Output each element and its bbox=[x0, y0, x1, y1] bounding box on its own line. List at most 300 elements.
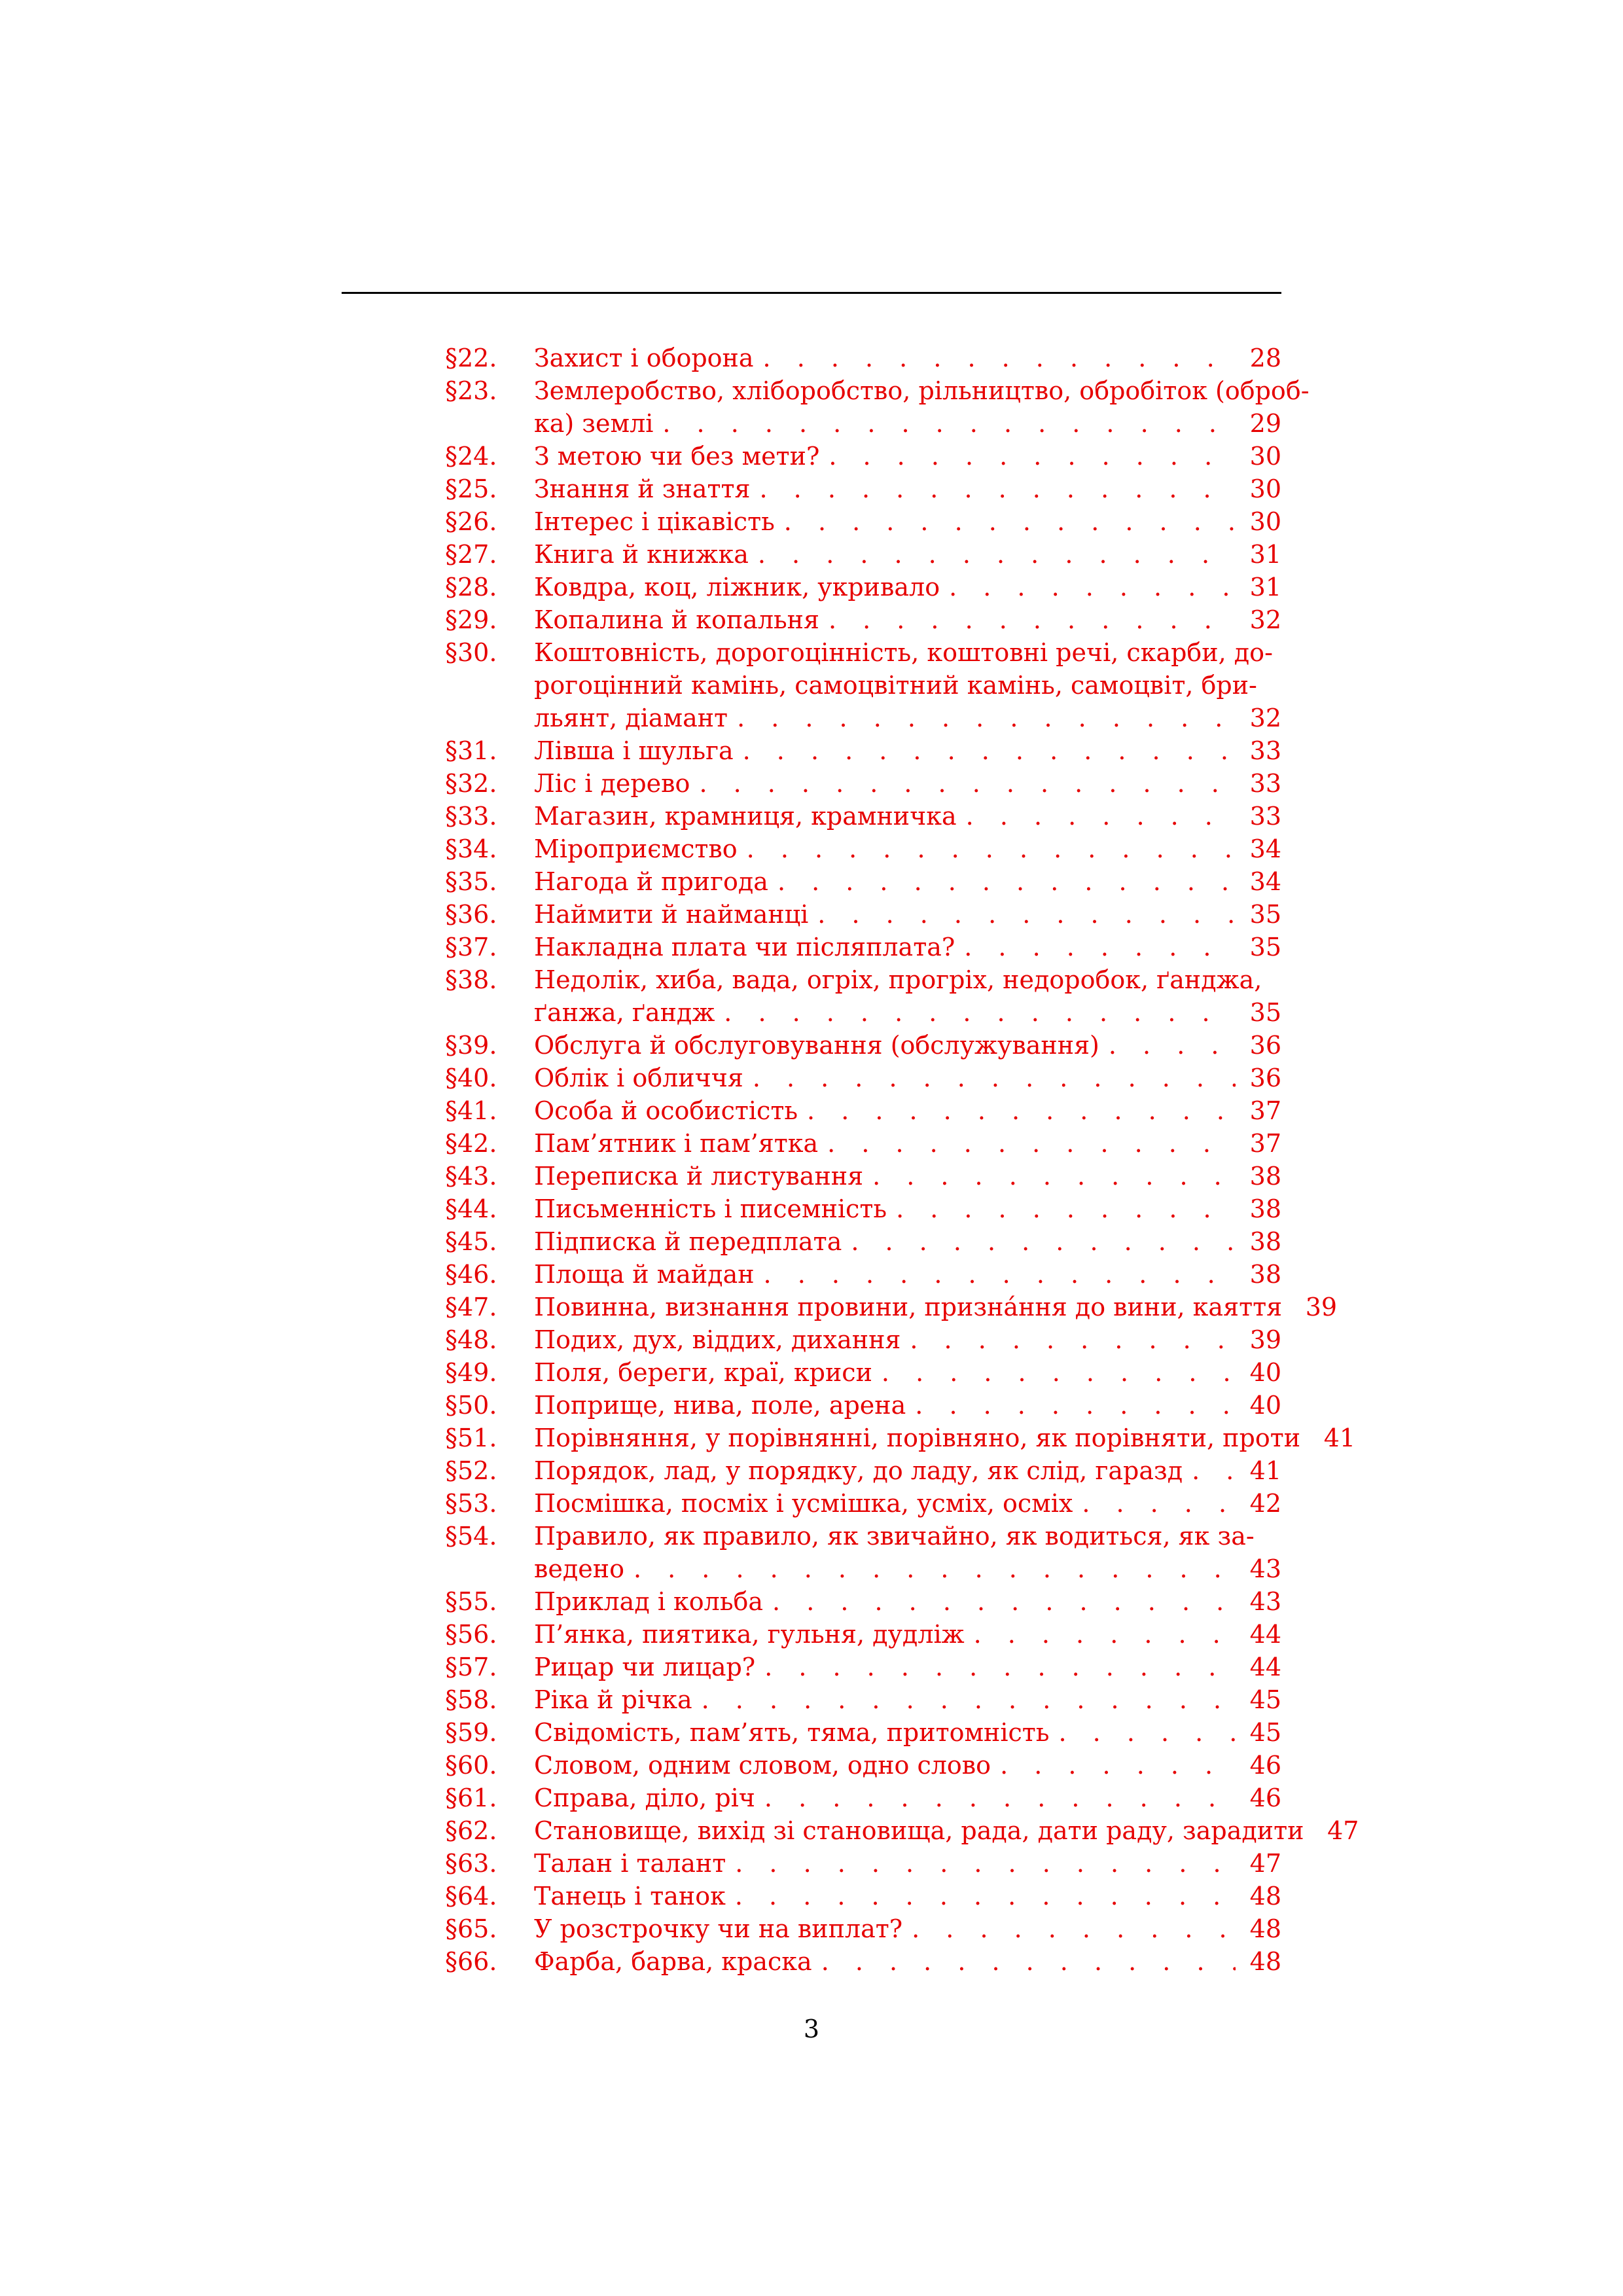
toc-entry-title[interactable]: Порівняння, у порівнянні, порівняно, як порівняти, проти bbox=[534, 1424, 1301, 1452]
toc-entry-title[interactable]: льянт, діамант bbox=[534, 704, 728, 732]
toc-entry[interactable] bbox=[445, 865, 1281, 898]
toc-entry-page[interactable]: 45 bbox=[1249, 1718, 1281, 1747]
toc-entry-text bbox=[534, 1945, 1281, 1978]
toc-entry[interactable] bbox=[445, 1945, 1281, 1978]
toc-entry-page[interactable]: 38 bbox=[1249, 1260, 1281, 1289]
toc-entry-title[interactable]: У розстрочку чи на виплат? bbox=[534, 1914, 903, 1943]
toc-entry-number: §56. bbox=[445, 1620, 497, 1649]
dot-leader bbox=[957, 800, 1236, 833]
toc-entry-text bbox=[534, 963, 1281, 1029]
dot-leader bbox=[901, 1323, 1236, 1356]
dot-leader bbox=[887, 1193, 1236, 1225]
toc-entry-page[interactable]: 33 bbox=[1249, 802, 1281, 831]
toc-entry-page[interactable]: 29 bbox=[1249, 409, 1281, 438]
toc-entry-line bbox=[534, 1651, 1281, 1683]
toc-entry-line bbox=[534, 1291, 1338, 1323]
toc-entry-line bbox=[534, 1847, 1281, 1880]
toc-entry-title[interactable]: Словом, одним словом, одно слово bbox=[534, 1751, 991, 1780]
toc-entry-text bbox=[534, 473, 1281, 505]
dot-leader bbox=[751, 473, 1236, 505]
toc-entry-line bbox=[534, 1782, 1281, 1814]
toc-entry-line bbox=[534, 996, 1281, 1029]
toc-entry-page[interactable]: 48 bbox=[1249, 1914, 1281, 1943]
dot-leader bbox=[743, 1062, 1236, 1094]
dot-leader bbox=[692, 1683, 1236, 1716]
toc-entry-text bbox=[534, 1618, 1281, 1651]
toc-entry[interactable] bbox=[445, 1029, 1281, 1062]
toc-entry[interactable] bbox=[445, 1193, 1281, 1225]
toc-entry-page[interactable]: 30 bbox=[1249, 507, 1281, 536]
dot-leader bbox=[1304, 1814, 1313, 1847]
dot-leader bbox=[1282, 1291, 1291, 1323]
toc-entry-text bbox=[534, 603, 1281, 636]
toc-entry-page[interactable]: 30 bbox=[1249, 442, 1281, 471]
toc-entry-title[interactable]: Ріка й річка bbox=[534, 1685, 692, 1714]
toc-entry-number: §36. bbox=[445, 900, 497, 929]
table-of-contents bbox=[445, 342, 1359, 1978]
toc-entry[interactable] bbox=[445, 1062, 1281, 1094]
toc-entry-page[interactable]: 37 bbox=[1249, 1096, 1281, 1125]
toc-entry[interactable] bbox=[445, 1782, 1281, 1814]
toc-entry-title[interactable]: Приклад і кольба bbox=[534, 1587, 764, 1616]
toc-entry-line bbox=[534, 1160, 1281, 1193]
toc-entry-title[interactable]: Наймити й найманці bbox=[534, 900, 809, 929]
toc-entry-title[interactable]: Становище, вихід зі становища, рада, дати раду, зарадити bbox=[534, 1816, 1304, 1845]
toc-entry-title[interactable]: Поприще, нива, поле, арена bbox=[534, 1391, 906, 1420]
toc-entry-text bbox=[534, 767, 1281, 800]
toc-entry[interactable] bbox=[445, 1618, 1281, 1651]
dot-leader bbox=[1099, 1029, 1236, 1062]
toc-entry-page[interactable]: 48 bbox=[1249, 1947, 1281, 1976]
toc-entry-line bbox=[534, 1945, 1281, 1978]
toc-entry-number: §34. bbox=[445, 834, 497, 863]
toc-entry-number: §42. bbox=[445, 1129, 497, 1158]
toc-entry-title[interactable]: Знання й знаття bbox=[534, 475, 751, 503]
toc-entry-page[interactable]: 34 bbox=[1249, 867, 1281, 896]
toc-entry[interactable] bbox=[445, 1520, 1281, 1585]
toc-entry-number: §31. bbox=[445, 736, 497, 765]
toc-entry-line bbox=[534, 1454, 1281, 1487]
dot-leader bbox=[728, 702, 1236, 734]
toc-entry-page[interactable]: 46 bbox=[1249, 1751, 1281, 1780]
toc-entry-text bbox=[534, 342, 1281, 374]
toc-entry-page[interactable]: 40 bbox=[1249, 1358, 1281, 1387]
dot-leader bbox=[726, 1880, 1236, 1912]
toc-entry-title[interactable]: Правило, як правило, як звичайно, як водиться, як за- bbox=[534, 1522, 1255, 1551]
toc-entry-title[interactable]: Копалина й копальня bbox=[534, 605, 819, 634]
toc-entry-page[interactable]: 41 bbox=[1249, 1456, 1281, 1485]
toc-entry-title[interactable]: Лівша і шульга bbox=[534, 736, 734, 765]
toc-entry-line bbox=[534, 1880, 1281, 1912]
toc-entry-line bbox=[534, 440, 1281, 473]
toc-entry-number: §43. bbox=[445, 1162, 497, 1191]
toc-entry-text bbox=[534, 1847, 1281, 1880]
dot-leader bbox=[819, 440, 1236, 473]
toc-entry-line bbox=[534, 1258, 1281, 1291]
toc-entry-line bbox=[534, 702, 1281, 734]
toc-entry-title[interactable]: Нагода й пригода bbox=[534, 867, 768, 896]
toc-entry-number: §25. bbox=[445, 475, 497, 503]
toc-entry-title[interactable]: Свідомість, пам’ять, тяма, притомність bbox=[534, 1718, 1050, 1747]
toc-entry[interactable] bbox=[445, 1454, 1281, 1487]
toc-entry-line bbox=[534, 1749, 1281, 1782]
toc-entry-page[interactable]: 35 bbox=[1249, 998, 1281, 1027]
toc-entry-number: §26. bbox=[445, 507, 497, 536]
toc-entry-text bbox=[534, 1454, 1281, 1487]
dot-leader bbox=[775, 505, 1236, 538]
toc-entry-text bbox=[534, 1782, 1281, 1814]
toc-entry-title[interactable]: Накладна плата чи післяплата? bbox=[534, 933, 955, 961]
dot-leader bbox=[763, 1585, 1236, 1618]
toc-entry-number: §57. bbox=[445, 1653, 497, 1681]
toc-entry-text bbox=[534, 636, 1281, 734]
toc-entry-text bbox=[534, 1389, 1281, 1422]
toc-entry-page[interactable]: 45 bbox=[1249, 1685, 1281, 1714]
toc-entry-page[interactable]: 28 bbox=[1249, 344, 1281, 372]
toc-entry[interactable] bbox=[445, 1422, 1356, 1454]
toc-entry-line bbox=[534, 1716, 1281, 1749]
toc-entry-title[interactable]: Облік і обличчя bbox=[534, 1064, 743, 1092]
toc-entry-page[interactable]: 48 bbox=[1249, 1882, 1281, 1910]
toc-entry-title[interactable]: Рицар чи лицар? bbox=[534, 1653, 756, 1681]
dot-leader bbox=[842, 1225, 1236, 1258]
toc-entry-line bbox=[534, 833, 1281, 865]
toc-entry-text bbox=[534, 571, 1281, 603]
toc-entry-title[interactable]: Площа й майдан bbox=[534, 1260, 755, 1289]
toc-entry-number: §53. bbox=[445, 1489, 497, 1518]
toc-entry[interactable] bbox=[445, 505, 1281, 538]
toc-entry[interactable] bbox=[445, 1716, 1281, 1749]
toc-entry-line bbox=[534, 1487, 1281, 1520]
toc-entry-number: §64. bbox=[445, 1882, 497, 1910]
toc-entry[interactable] bbox=[445, 963, 1281, 1029]
toc-entry-page[interactable]: 47 bbox=[1327, 1816, 1359, 1845]
toc-entry-title[interactable]: Справа, діло, річ bbox=[534, 1784, 755, 1812]
toc-entry-page[interactable]: 44 bbox=[1249, 1653, 1281, 1681]
toc-entry-text bbox=[534, 505, 1281, 538]
toc-entry-text bbox=[534, 1716, 1281, 1749]
toc-entry[interactable] bbox=[445, 800, 1281, 833]
toc-entry-line bbox=[534, 571, 1281, 603]
toc-entry[interactable] bbox=[445, 898, 1281, 931]
dot-leader bbox=[812, 1945, 1236, 1978]
toc-entry-number: §28. bbox=[445, 573, 497, 601]
toc-entry-title[interactable]: Порядок, лад, у порядку, до ладу, як слід, гаразд bbox=[534, 1456, 1183, 1485]
toc-entry-line bbox=[534, 767, 1281, 800]
toc-entry-title[interactable]: Особа й особистість bbox=[534, 1096, 798, 1125]
toc-entry[interactable] bbox=[445, 374, 1310, 440]
toc-entry[interactable] bbox=[445, 1094, 1281, 1127]
toc-entry-title[interactable]: Посмішка, посміх і усмішка, усміх, осміх bbox=[534, 1489, 1073, 1518]
toc-entry-page[interactable]: 39 bbox=[1305, 1293, 1338, 1321]
toc-entry-text bbox=[534, 1225, 1281, 1258]
toc-entry-line bbox=[534, 865, 1281, 898]
toc-entry-title[interactable]: Подих, дух, віддих, дихання bbox=[534, 1325, 901, 1354]
dot-leader bbox=[1050, 1716, 1236, 1749]
toc-entry-text bbox=[534, 1749, 1281, 1782]
toc-entry[interactable] bbox=[445, 1127, 1281, 1160]
toc-entry-line bbox=[534, 342, 1281, 374]
toc-entry-page[interactable]: 47 bbox=[1249, 1849, 1281, 1878]
toc-entry-title[interactable]: ведено bbox=[534, 1554, 624, 1583]
toc-entry-text bbox=[534, 374, 1310, 440]
toc-entry-title[interactable]: Магазин, крамниця, крамничка bbox=[534, 802, 957, 831]
dot-leader bbox=[863, 1160, 1236, 1193]
toc-entry-line bbox=[534, 473, 1281, 505]
toc-entry-page[interactable]: 40 bbox=[1249, 1391, 1281, 1420]
toc-entry-text bbox=[534, 1029, 1281, 1062]
toc-entry-number: §45. bbox=[445, 1227, 497, 1256]
toc-entry[interactable] bbox=[445, 473, 1281, 505]
dot-leader bbox=[1073, 1487, 1236, 1520]
toc-entry-title[interactable]: З метою чи без мети? bbox=[534, 442, 820, 471]
toc-entry-number: §33. bbox=[445, 802, 497, 831]
toc-entry[interactable] bbox=[445, 1487, 1281, 1520]
toc-entry-line bbox=[534, 1389, 1281, 1422]
toc-entry-line bbox=[534, 636, 1281, 669]
toc-entry-text bbox=[534, 833, 1281, 865]
toc-entry-page[interactable]: 30 bbox=[1249, 475, 1281, 503]
toc-entry[interactable] bbox=[445, 538, 1281, 571]
toc-entry-title[interactable]: Пам’ятник і пам’ятка bbox=[534, 1129, 819, 1158]
toc-entry-title[interactable]: Переписка й листування bbox=[534, 1162, 864, 1191]
toc-entry-number: §50. bbox=[445, 1391, 497, 1420]
top-rule bbox=[342, 292, 1281, 294]
toc-entry[interactable] bbox=[445, 931, 1281, 963]
toc-entry[interactable] bbox=[445, 1585, 1281, 1618]
toc-entry-number: §24. bbox=[445, 442, 497, 471]
toc-entry-page[interactable]: 46 bbox=[1249, 1784, 1281, 1812]
toc-entry-title[interactable]: Коштовність, дорогоцінність, коштовні речі, скарби, до- bbox=[534, 638, 1273, 667]
dot-leader bbox=[955, 931, 1236, 963]
dot-leader bbox=[818, 1127, 1236, 1160]
dot-leader bbox=[715, 996, 1236, 1029]
toc-entry-line bbox=[534, 800, 1281, 833]
toc-entry-number: §48. bbox=[445, 1325, 497, 1354]
toc-entry[interactable] bbox=[445, 1356, 1281, 1389]
toc-entry-line bbox=[534, 1356, 1281, 1389]
toc-entry-text bbox=[534, 1912, 1281, 1945]
toc-entry-number: §66. bbox=[445, 1947, 497, 1976]
toc-entry-text bbox=[534, 898, 1281, 931]
toc-entry-line bbox=[534, 538, 1281, 571]
toc-entry-title[interactable]: Поля, береги, краї, криси bbox=[534, 1358, 872, 1387]
toc-entry-number: §30. bbox=[445, 638, 497, 667]
toc-entry[interactable] bbox=[445, 734, 1281, 767]
toc-entry-number: §23. bbox=[445, 376, 497, 405]
toc-entry[interactable] bbox=[445, 1323, 1281, 1356]
toc-entry-title[interactable]: Захист і оборона bbox=[534, 344, 754, 372]
toc-entry-number: §59. bbox=[445, 1718, 497, 1747]
toc-entry-text bbox=[534, 1127, 1281, 1160]
toc-entry[interactable] bbox=[445, 767, 1281, 800]
toc-entry-line bbox=[534, 963, 1281, 996]
toc-entry-text bbox=[534, 1487, 1281, 1520]
toc-entry-title[interactable]: П’янка, пиятика, гульня, дудлiж bbox=[534, 1620, 965, 1649]
toc-entry-page[interactable]: 37 bbox=[1249, 1129, 1281, 1158]
toc-entry[interactable] bbox=[445, 1749, 1281, 1782]
toc-entry[interactable] bbox=[445, 342, 1281, 374]
toc-entry[interactable] bbox=[445, 603, 1281, 636]
dot-leader bbox=[726, 1847, 1236, 1880]
toc-entry-number: §65. bbox=[445, 1914, 497, 1943]
toc-entry-title[interactable]: Фарба, барва, краска bbox=[534, 1947, 812, 1976]
toc-entry-title[interactable]: Повинна, визнання провини, призна́ння до вини, каяття bbox=[534, 1293, 1283, 1321]
dot-leader bbox=[755, 1782, 1236, 1814]
toc-entry-number: §47. bbox=[445, 1293, 497, 1321]
toc-entry-number: §60. bbox=[445, 1751, 497, 1780]
toc-entry-line bbox=[534, 734, 1281, 767]
dot-leader bbox=[1183, 1454, 1236, 1487]
toc-entry-title[interactable]: Підписка й передплата bbox=[534, 1227, 842, 1256]
toc-entry-text bbox=[534, 1880, 1281, 1912]
dot-leader bbox=[808, 898, 1236, 931]
toc-entry-number: §27. bbox=[445, 540, 497, 569]
toc-entry-number: §51. bbox=[445, 1424, 497, 1452]
toc-entry-number: §54. bbox=[445, 1522, 497, 1551]
toc-entry[interactable] bbox=[445, 1160, 1281, 1193]
toc-entry-line bbox=[534, 931, 1281, 963]
toc-entry-line bbox=[534, 603, 1281, 636]
toc-entry-title[interactable]: Обслуга й обслуговування (обслужування) bbox=[534, 1031, 1099, 1060]
toc-entry[interactable] bbox=[445, 1912, 1281, 1945]
toc-entry-page[interactable]: 36 bbox=[1249, 1031, 1281, 1060]
toc-entry-page[interactable]: 33 bbox=[1249, 736, 1281, 765]
toc-entry[interactable] bbox=[445, 636, 1281, 734]
toc-entry-title[interactable]: Міроприємство bbox=[534, 834, 738, 863]
toc-entry-title[interactable]: Інтерес і цікавість bbox=[534, 507, 775, 536]
toc-entry-title[interactable]: Танець і танок bbox=[534, 1882, 726, 1910]
toc-entry-text bbox=[534, 538, 1281, 571]
toc-entry-title[interactable]: ка) землі bbox=[534, 409, 654, 438]
toc-entry-line bbox=[534, 407, 1281, 440]
toc-entry-number: §61. bbox=[445, 1784, 497, 1812]
toc-entry-page[interactable]: 31 bbox=[1249, 573, 1281, 601]
toc-entry-text bbox=[534, 931, 1281, 963]
toc-entry-title[interactable]: Ковдра, коц, ліжник, укривало bbox=[534, 573, 940, 601]
dot-leader bbox=[624, 1552, 1236, 1585]
toc-entry-title[interactable]: Ліс і дерево bbox=[534, 769, 690, 798]
toc-entry[interactable] bbox=[445, 1389, 1281, 1422]
toc-entry-text bbox=[534, 1160, 1281, 1193]
toc-entry-number: §35. bbox=[445, 867, 497, 896]
dot-leader bbox=[653, 407, 1236, 440]
toc-entry[interactable] bbox=[445, 1847, 1281, 1880]
toc-entry[interactable] bbox=[445, 571, 1281, 603]
toc-entry-page[interactable]: 38 bbox=[1249, 1194, 1281, 1223]
dot-leader bbox=[749, 538, 1236, 571]
toc-entry-text bbox=[534, 440, 1281, 473]
toc-entry-text bbox=[534, 1651, 1281, 1683]
toc-entry[interactable] bbox=[445, 1683, 1281, 1716]
dot-leader bbox=[991, 1749, 1236, 1782]
toc-entry[interactable] bbox=[445, 1258, 1281, 1291]
toc-entry-line bbox=[534, 1323, 1281, 1356]
toc-entry-text bbox=[534, 1323, 1281, 1356]
dot-leader bbox=[755, 1258, 1236, 1291]
toc-entry-page[interactable]: 35 bbox=[1249, 900, 1281, 929]
dot-leader bbox=[902, 1912, 1236, 1945]
toc-entry-page[interactable]: 44 bbox=[1249, 1620, 1281, 1649]
toc-entry-line bbox=[534, 505, 1281, 538]
toc-entry-number: §38. bbox=[445, 965, 497, 994]
toc-entry-page[interactable]: 41 bbox=[1323, 1424, 1356, 1452]
toc-entry-page[interactable]: 43 bbox=[1249, 1587, 1281, 1616]
toc-entry-text bbox=[534, 1814, 1359, 1847]
dot-leader bbox=[754, 342, 1236, 374]
dot-leader bbox=[819, 603, 1236, 636]
toc-entry-line bbox=[534, 898, 1281, 931]
toc-entry-title[interactable]: Землеробство, хліборобство, рільництво, обробіток (оброб- bbox=[534, 376, 1310, 405]
toc-entry-number: §52. bbox=[445, 1456, 497, 1485]
toc-entry-number: §44. bbox=[445, 1194, 497, 1223]
toc-entry[interactable] bbox=[445, 1225, 1281, 1258]
toc-entry-line bbox=[534, 669, 1281, 702]
dot-leader bbox=[965, 1618, 1236, 1651]
toc-entry-page[interactable]: 35 bbox=[1249, 933, 1281, 961]
toc-entry-title[interactable]: ґанжа, ґандж bbox=[534, 998, 715, 1027]
toc-entry-page[interactable]: 31 bbox=[1249, 540, 1281, 569]
toc-entry-line bbox=[534, 1029, 1281, 1062]
toc-entry-title[interactable]: Письменність і писемність bbox=[534, 1194, 887, 1223]
toc-entry-number: §46. bbox=[445, 1260, 497, 1289]
toc-entry-text bbox=[534, 1422, 1356, 1454]
toc-entry-line bbox=[534, 1094, 1281, 1127]
toc-entry-number: §22. bbox=[445, 344, 497, 372]
toc-entry-line bbox=[534, 1912, 1281, 1945]
toc-entry-page[interactable]: 39 bbox=[1249, 1325, 1281, 1354]
toc-entry-number: §32. bbox=[445, 769, 497, 798]
toc-entry-title[interactable]: рогоцінний камінь, самоцвітний камінь, самоцвіт, бри- bbox=[534, 671, 1257, 700]
toc-entry-page[interactable]: 36 bbox=[1249, 1064, 1281, 1092]
toc-entry-page[interactable]: 38 bbox=[1249, 1162, 1281, 1191]
toc-entry[interactable] bbox=[445, 1880, 1281, 1912]
dot-leader bbox=[798, 1094, 1236, 1127]
toc-entry-line bbox=[534, 1422, 1356, 1454]
toc-entry-line bbox=[534, 1814, 1359, 1847]
toc-entry[interactable] bbox=[445, 1651, 1281, 1683]
toc-entry[interactable] bbox=[445, 1814, 1359, 1847]
toc-entry-text bbox=[534, 1258, 1281, 1291]
toc-entry-number: §62. bbox=[445, 1816, 497, 1845]
toc-entry[interactable] bbox=[445, 440, 1281, 473]
toc-entry-text bbox=[534, 1062, 1281, 1094]
toc-entry-page[interactable]: 34 bbox=[1249, 834, 1281, 863]
dot-leader bbox=[1300, 1422, 1310, 1454]
dot-leader bbox=[738, 833, 1236, 865]
toc-entry-line bbox=[534, 1520, 1281, 1552]
toc-entry-number: §29. bbox=[445, 605, 497, 634]
toc-entry[interactable] bbox=[445, 833, 1281, 865]
toc-entry-text bbox=[534, 1585, 1281, 1618]
toc-entry-page[interactable]: 32 bbox=[1249, 704, 1281, 732]
toc-entry-line bbox=[534, 1618, 1281, 1651]
toc-entry-line bbox=[534, 1193, 1281, 1225]
toc-entry-page[interactable]: 43 bbox=[1249, 1554, 1281, 1583]
dot-leader bbox=[755, 1651, 1236, 1683]
toc-entry-title[interactable]: Талан і талант bbox=[534, 1849, 726, 1878]
toc-entry-page[interactable]: 38 bbox=[1249, 1227, 1281, 1256]
toc-entry-number: §40. bbox=[445, 1064, 497, 1092]
toc-entry-title[interactable]: Книга й книжка bbox=[534, 540, 749, 569]
toc-entry-page[interactable]: 32 bbox=[1249, 605, 1281, 634]
page-number: 3 bbox=[803, 2015, 820, 2043]
toc-entry[interactable] bbox=[445, 1291, 1338, 1323]
toc-entry-page[interactable]: 33 bbox=[1249, 769, 1281, 798]
toc-entry-page[interactable]: 42 bbox=[1249, 1489, 1281, 1518]
toc-entry-title[interactable]: Недолік, хиба, вада, огріх, прогріх, недоробок, ґанджа, bbox=[534, 965, 1262, 994]
toc-entry-text bbox=[534, 1520, 1281, 1585]
